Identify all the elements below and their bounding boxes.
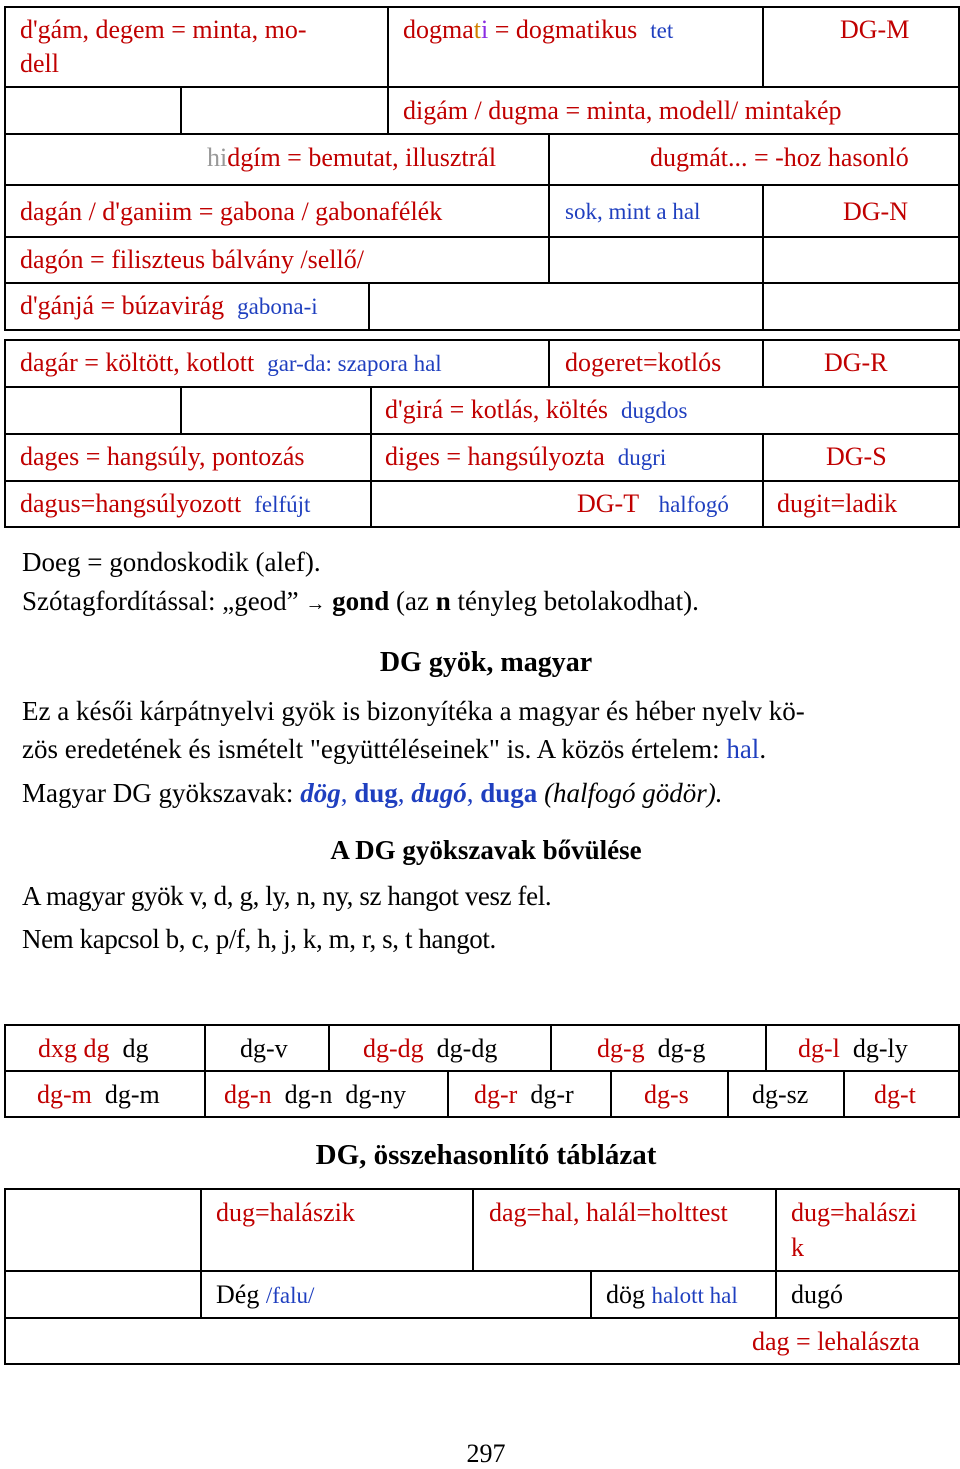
cell-hidgim: hidgím = bemutat, illusztrál [207,143,497,172]
cell-dog: dög halott hal [606,1280,738,1309]
heading-dg-gyok-magyar: DG gyök, magyar [379,647,593,678]
para-gyokszavak: Magyar DG gyökszavak: dög, dug, dugó, duga (halfogó gödör). [22,778,723,808]
cell-dg-r-label: DG-R [824,348,888,377]
cell-dg-s-label: DG-S [826,442,887,471]
text-doeg: Doeg = gondoskodik (alef). [22,547,321,577]
cell-dg-n: dg-n dg-n dg-ny [224,1080,406,1109]
cell-dogmati: dogmati = dogmatikus tet [403,15,674,44]
cell-dugmat: dugmát... = -hoz hasonló [650,143,909,172]
cell-dagan: dagán / d'ganiim = gabona / gabonafélék [20,197,443,226]
cell-dag-hal: dag=hal, halál=holttest [489,1198,728,1227]
arrow-icon: → [305,593,326,615]
cell-dganja: d'gánjá = búzavirág gabona-i [20,291,318,320]
cell-dgam-cont: dell [20,49,59,78]
cell-dg-m: dg-m dg-m [37,1080,160,1109]
para-line-1: Ez a késői kárpátnyelvi gyök is bizonyítéka a magyar és héber nyelv kö- [22,696,805,726]
cell-deg: Dég /falu/ [216,1280,315,1309]
cell-digam: digám / dugma = minta, modell/ mintakép [403,96,842,125]
cell-dg-m-label: DG-M [840,15,910,44]
page-number: 297 [466,1439,506,1468]
text-szotagforditas: Szótagfordítással: „geod” → gond (az n tényleg betolakodhat). [22,586,699,616]
cell-dxg: dxg dg dg [38,1034,149,1063]
para-line-2: zös eredetének és ismételt "együttéléseinek" is. A közös értelem: hal. [22,734,767,764]
cell-dg-v: dg-v [240,1034,288,1063]
cell-dg-n-label: DG-N [843,197,908,226]
heading-osszehasonlito: DG, összehasonlító táblázat [315,1139,657,1171]
cell-diges: diges = hangsúlyozta dugri [385,442,667,471]
cell-dag-lehalaszta: dag = lehalászta [752,1327,920,1356]
cell-dg-sz: dg-sz [752,1080,809,1109]
cell-dg-r: dg-r dg-r [474,1080,574,1109]
cell-dagon: dagón = filiszteus bálvány /sellő/ [20,245,364,274]
cell-dogeret: dogeret=kotlós [565,348,722,377]
heading-bovulese: A DG gyökszavak bővülése [330,835,642,865]
cell-dages: dages = hangsúly, pontozás [20,442,305,471]
cell-dug-halaszi: dug=halászi [791,1198,917,1227]
cell-dg-s: dg-s [644,1080,689,1109]
cell-dugit: dugit=ladik [777,489,898,518]
cell-dugo: dugó [791,1280,843,1309]
cell-dg-dg: dg-dg dg-dg [363,1034,498,1063]
text-veszfel: A magyar gyök v, d, g, ly, n, ny, sz hangot vesz fel. [22,881,552,911]
cell-dg-t-label: DG-T halfogó [577,489,729,518]
cell-dgam: d'gám, degem = minta, mo- [20,15,307,44]
cell-dug-halaszik: dug=halászik [216,1198,355,1227]
cell-sok-mint: sok, mint a hal [565,199,701,224]
cell-dagar: dagár = költött, kotlott gar-da: szapora hal [20,348,442,377]
cell-dug-halaszi-cont: k [791,1233,804,1262]
cell-dg-g: dg-g dg-g [597,1034,706,1063]
cell-dagus: dagus=hangsúlyozott felfújt [20,489,311,518]
cell-dg-l: dg-l dg-ly [798,1034,908,1063]
text-nem-kapcsol: Nem kapcsol b, c, p/f, h, j, k, m, r, s, t hangot. [22,924,496,954]
cell-dgira: d'girá = kotlás, költés dugdos [385,395,688,424]
cell-dg-t: dg-t [874,1080,916,1109]
